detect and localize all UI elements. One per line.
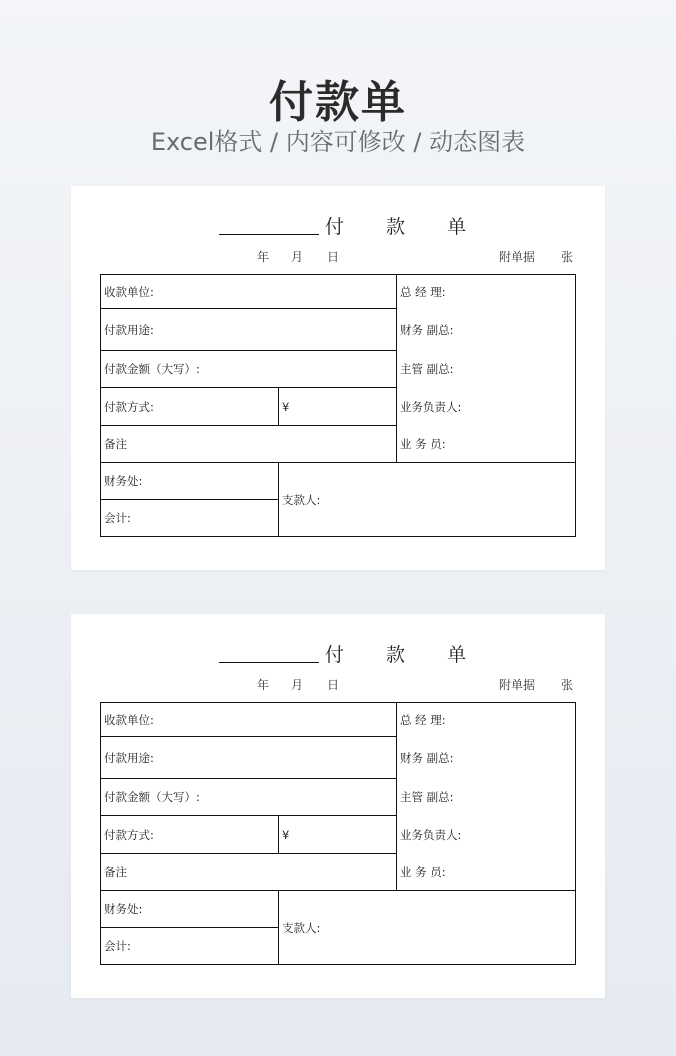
payment-form-table: [100, 702, 576, 965]
company-name-blank[interactable]: [219, 234, 319, 235]
attachments-unit: 张: [561, 250, 574, 264]
amount-numeric-field[interactable]: ¥: [279, 816, 397, 854]
form-title: 付 款 单: [325, 644, 485, 666]
payee-field[interactable]: 收款单位:: [101, 703, 397, 737]
general-manager-field[interactable]: 总 经 理:: [397, 703, 576, 737]
company-name-blank[interactable]: [219, 662, 319, 663]
accountant-field[interactable]: 会计:: [101, 500, 279, 537]
clerk-field[interactable]: 业 务 员:: [397, 426, 576, 463]
finance-vp-field[interactable]: 财务 副总:: [397, 737, 576, 779]
general-manager-field[interactable]: 总 经 理:: [397, 275, 576, 309]
attachments-unit: 张: [561, 678, 574, 692]
payer-field[interactable]: 支款人:: [279, 891, 576, 965]
finance-vp-field[interactable]: 财务 副总:: [397, 309, 576, 351]
amount-field[interactable]: 付款金额（大写）:: [101, 351, 397, 388]
hero-subtitle: Excel格式 / 内容可修改 / 动态图表: [150, 128, 526, 156]
remark-field[interactable]: 备注: [101, 426, 397, 463]
accountant-field[interactable]: 会计:: [101, 928, 279, 965]
business-owner-field[interactable]: 业务负责人:: [397, 388, 576, 426]
payment-form-card-2: [71, 614, 605, 998]
payment-form-card-1: [71, 186, 605, 570]
business-owner-field[interactable]: 业务负责人:: [397, 816, 576, 854]
attachments-label: 附单据: [499, 250, 536, 264]
date-month-label: 月: [291, 678, 304, 692]
form-header: [71, 186, 605, 274]
finance-dept-field[interactable]: 财务处:: [101, 463, 279, 500]
supervisor-vp-field[interactable]: 主管 副总:: [397, 779, 576, 816]
hero-title: 付款单: [269, 77, 407, 128]
finance-dept-field[interactable]: 财务处:: [101, 891, 279, 928]
supervisor-vp-field[interactable]: 主管 副总:: [397, 351, 576, 388]
method-field[interactable]: 付款方式:: [101, 816, 279, 854]
payee-field[interactable]: 收款单位:: [101, 275, 397, 309]
form-title: 付 款 单: [325, 216, 485, 238]
payment-form-table: [100, 274, 576, 537]
remark-field[interactable]: 备注: [101, 854, 397, 891]
date-year-label: 年: [257, 250, 270, 264]
clerk-field[interactable]: 业 务 员:: [397, 854, 576, 891]
payer-field[interactable]: 支款人:: [279, 463, 576, 537]
purpose-field[interactable]: 付款用途:: [101, 737, 397, 779]
amount-field[interactable]: 付款金额（大写）:: [101, 779, 397, 816]
amount-numeric-field[interactable]: ¥: [279, 388, 397, 426]
method-field[interactable]: 付款方式:: [101, 388, 279, 426]
attachments-label: 附单据: [499, 678, 536, 692]
form-header: [71, 614, 605, 702]
date-month-label: 月: [291, 250, 304, 264]
date-year-label: 年: [257, 678, 270, 692]
purpose-field[interactable]: 付款用途:: [101, 309, 397, 351]
date-day-label: 日: [327, 250, 340, 264]
date-day-label: 日: [327, 678, 340, 692]
